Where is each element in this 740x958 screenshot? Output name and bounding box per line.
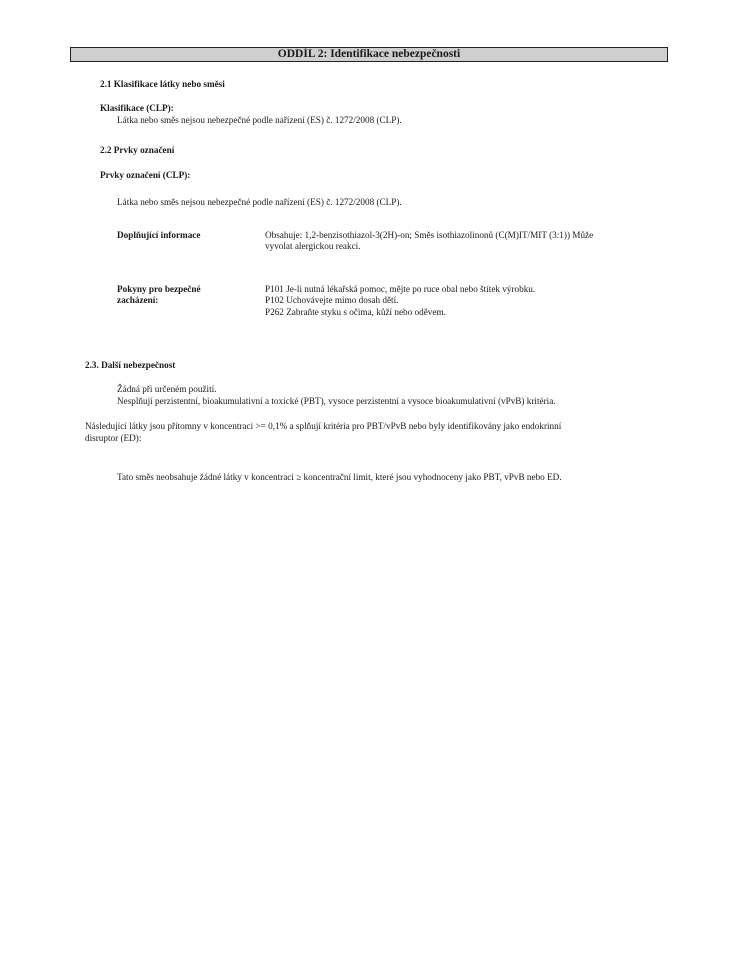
pbt-paragraph-line1: Následující látky jsou přítomny v koncentraci >= 0,1% a splňují kritéria pro PBT/vPvB nebo byly identifikovány jako endokrinní bbox=[85, 421, 562, 431]
section-header: ODDÍL 2: Identifikace nebezpečnosti bbox=[70, 47, 668, 62]
precautions-label-line2: zacházení: bbox=[117, 295, 159, 305]
section-2-2-heading: 2.2 Prvky označení bbox=[100, 145, 175, 155]
classification-label: Klasifikace (CLP): bbox=[100, 103, 174, 113]
precautions-label-line1: Pokyny pro bezpečné bbox=[117, 284, 201, 294]
other-hazards-line2: Nesplňují perzistentní, bioakumulativní a toxické (PBT), vysoce perzistentní a vysoce bioakumulativní (vPvB) kritéria. bbox=[117, 396, 556, 406]
classification-text: Látka nebo směs nejsou nebezpečné podle nařízení (ES) č. 1272/2008 (CLP). bbox=[117, 115, 402, 125]
other-hazards-line1: Žádná při určeném použití. bbox=[117, 384, 217, 394]
pbt-paragraph-line2: disruptor (ED): bbox=[85, 433, 142, 443]
supplementary-info-line1: Obsahuje: 1,2-benzisothiazol-3(2H)-on; Směs isothiazolinonů (C(M)IT/MIT (3:1)) Může bbox=[265, 230, 594, 240]
section-2-3-heading: 2.3. Další nebezpečnost bbox=[85, 360, 176, 370]
section-2-1-heading: 2.1 Klasifikace látky nebo směsi bbox=[100, 79, 225, 89]
supplementary-info-label: Doplňující informace bbox=[117, 230, 201, 240]
supplementary-info-line2: vyvolat alergickou reakci. bbox=[265, 241, 361, 251]
label-elements-label: Prvky označení (CLP): bbox=[100, 170, 191, 180]
precaution-statement: P101 Je-li nutná lékařská pomoc, mějte po ruce obal nebo štítek výrobku. bbox=[265, 284, 536, 294]
label-elements-text: Látka nebo směs nejsou nebezpečné podle nařízení (ES) č. 1272/2008 (CLP). bbox=[117, 197, 402, 207]
precaution-statement: P262 Zabraňte styku s očima, kůží nebo oděvem. bbox=[265, 307, 446, 317]
precaution-statement: P102 Uchovávejte mimo dosah dětí. bbox=[265, 295, 399, 305]
pbt-final-statement: Tato směs neobsahuje žádné látky v koncentraci ≥ koncentrační limit, které jsou vyhodnoceny jako PBT, vPvB nebo ED. bbox=[117, 472, 562, 482]
